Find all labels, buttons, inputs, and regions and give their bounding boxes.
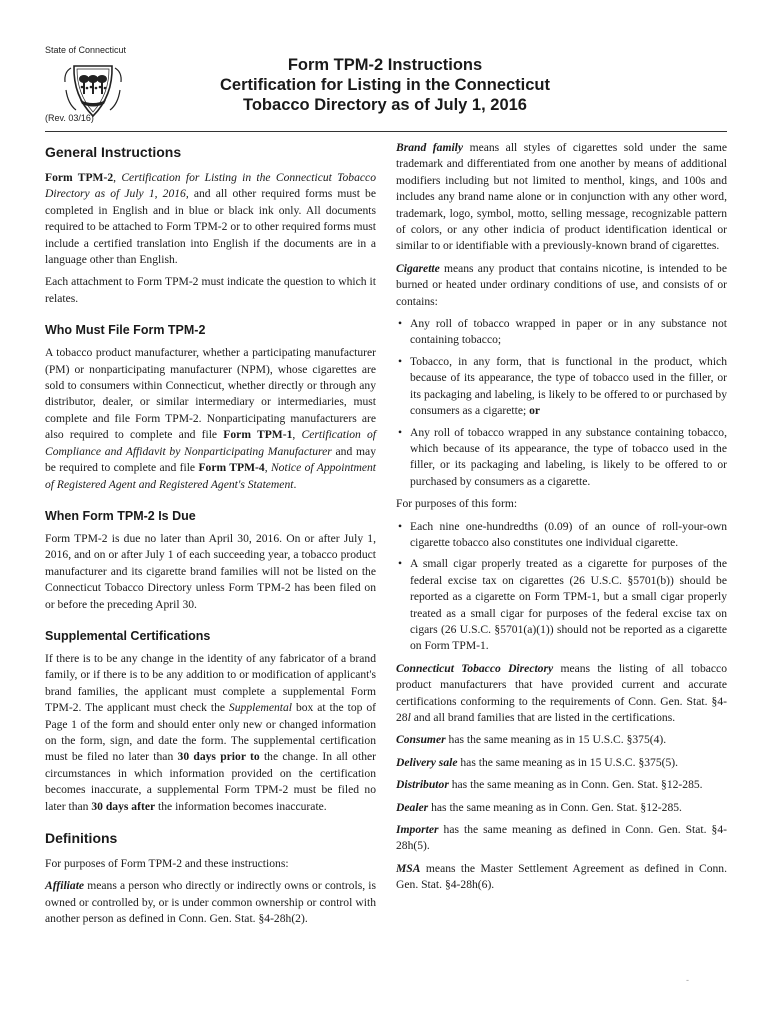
definition-delivery-sale: Delivery sale has the same meaning as in 15 U.S.C. §375(5). bbox=[396, 755, 679, 769]
list-item: • Any roll of tobacco wrapped in any substance containing tobacco, which because of its appearance, the type of tobacco used in the filler, or its packaging and labeling, is likely to be offered to or purchased by consumers as a cigarette. bbox=[396, 425, 727, 491]
definition-term: Distributor bbox=[396, 778, 449, 792]
definition-term: Delivery sale bbox=[396, 755, 458, 769]
page-title bbox=[190, 55, 580, 115]
list-item: • Each nine one-hundredths (0.09) of an ounce of roll-your-own cigarette tobacco also constitutes one individual cigarette. bbox=[396, 519, 727, 552]
definition-term: Importer bbox=[396, 823, 439, 837]
definition-cigarette: Cigarette means any product that contains nicotine, is intended to be burned or heated under ordinary conditions of use, and consists of or contains: bbox=[396, 261, 727, 308]
definition-consumer: Consumer has the same meaning as in 15 U.S.C. §375(4). bbox=[396, 733, 667, 747]
attachment-paragraph: Each attachment to Form TPM-2 must indicate the question to which it relates. bbox=[45, 275, 376, 305]
general-instructions-paragraph: Form TPM-2, Certification for Listing in the Connecticut Tobacco Directory as of July 1, 2016, and all other required forms must be completed in English and in blue or black ink only. All documents required to be attached to Form TPM-2 or to other required forms must include a certified translation into English if the documents are in a language other than English. bbox=[45, 171, 376, 267]
definition-dealer: Dealer has the same meaning as in Conn. Gen. Stat. §12-285. bbox=[396, 800, 682, 814]
title-line: Certification for Listing in the Connecticut bbox=[220, 76, 550, 94]
who-must-file-heading: Who Must File Form TPM-2 bbox=[45, 323, 206, 338]
list-item: • A small cigar properly treated as a cigarette for purposes of the federal excise tax on cigarettes (26 U.S.C. §5701(b)) should be reported as a cigarette on Form TPM-1, but a small cigar properly treated as a small cigar for purposes of the federal excise tax on cigars (26 U.S.C. §5701(a)(1)) should not be reported as a cigarette on Form TPM-1. bbox=[396, 556, 727, 654]
revision-label: (Rev. 03/16) bbox=[45, 113, 94, 123]
title-line: Tobacco Directory as of July 1, 2016 bbox=[243, 96, 527, 114]
definition-term: Affiliate bbox=[45, 879, 85, 893]
definition-term: Dealer bbox=[396, 800, 429, 814]
definitions-heading: Definitions bbox=[45, 830, 118, 846]
definition-term: Brand family bbox=[396, 141, 464, 154]
definition-distributor: Distributor has the same meaning as in Conn. Gen. Stat. §12-285. bbox=[396, 778, 703, 792]
state-label: State of Connecticut bbox=[45, 45, 127, 55]
when-due-heading: When Form TPM-2 Is Due bbox=[45, 508, 196, 523]
general-instructions-heading: General Instructions bbox=[45, 144, 182, 160]
definition-affiliate: Affiliate means a person who directly or indirectly owns or controls, is owned or controlled by, or is under common ownership or control with another person as defined in Conn. Gen. Stat. §4-28h(2). bbox=[45, 879, 376, 926]
footer-mark: - bbox=[686, 975, 689, 985]
supplemental-heading: Supplemental Certifications bbox=[45, 628, 211, 643]
definition-msa: MSA means the Master Settlement Agreement as defined in Conn. Gen. Stat. §4-28h(6). bbox=[396, 861, 727, 892]
purposes-intro: For purposes of this form: bbox=[396, 497, 518, 511]
definition-term: Connecticut Tobacco Directory bbox=[396, 661, 554, 675]
list-item: • Any roll of tobacco wrapped in paper or in any substance not containing tobacco; bbox=[396, 316, 727, 349]
form-title-ref: Certification for Listing in the Connecticut Tobacco Directory as of July 1, 2016, bbox=[45, 171, 376, 201]
left-column bbox=[45, 140, 376, 934]
right-column bbox=[396, 140, 727, 900]
who-must-file-paragraph: A tobacco product manufacturer, whether a participating manufacturer (PM) or nonparticipating manufacturer (NPM), whose cigarettes are sold to consumers within Connecticut, whether directly or through any distributor, dealer, or similar intermediary or intermediaries, must complete and file Form TPM-2. Nonparticipating manufacturers are also required to complete and file Form TPM-1, Certification of Compliance and Affidavit by Nonparticipating Manufacturer and may be required to complete and file Form TPM-4, Notice of Appointment of Registered Agent and Registered Agent's Statement. bbox=[45, 346, 377, 491]
definition-term: Cigarette bbox=[396, 261, 440, 275]
definition-term: Consumer bbox=[396, 733, 446, 747]
definition-importer: Importer has the same meaning as defined in Conn. Gen. Stat. §4-28h(5). bbox=[396, 823, 727, 853]
when-due-paragraph: Form TPM-2 is due no later than April 30, 2016. On or after July 1, 2016, and on or after July 1 of each succeeding year, a tobacco product manufacturer and its cigarette brand families will not be listed on the Connecticut Tobacco Directory unless Form TPM-2 has been filed on or before the preceding April 30. bbox=[45, 531, 376, 611]
cigarette-bullet-list bbox=[396, 316, 727, 490]
header-divider bbox=[45, 131, 727, 132]
supplemental-paragraph: If there is to be any change in the identity of any fabricator of a brand family, or if there is to be any addition to or modification of applicant's brand families, the applicant must complete a supplemental Form TPM-2. The applicant must check the Supplemental box at the top of Page 1 of the form and should enter only new or changed information on the form, sign, and date the form. The supplemental certification must be filed no later than 30 days prior to the change. In all other circumstances in which information provided on the certification becomes inaccurate, a supplemental Form TPM-2 must be filed no later than 30 days after the information becomes inaccurate. bbox=[45, 651, 376, 813]
definition-term: MSA bbox=[396, 861, 421, 875]
list-item: • Tobacco, in any form, that is functional in the product, which because of its appearance, the type of tobacco used in the filler, or its packaging and labeling, is likely to be offered to or purchased by consumers as a cigarette; or bbox=[396, 354, 727, 420]
form-ref: Form TPM-2 bbox=[45, 171, 114, 184]
definition-connecticut-tobacco-directory: Connecticut Tobacco Directory means the listing of all tobacco product manufacturers that have provided current and accurate certifications conforming to the requirements of Conn. Gen. Stat. §4-28l and all brand families that are listed in the certifications. bbox=[396, 661, 727, 724]
definition-brand-family: Brand family means all styles of cigarettes sold under the same trademark and differentiated from one another by means of additional modifiers including but not limited to menthol, kings, and 100s and includes any brand name alone or in conjunction with any other word, trademark, logo, symbol, motto, selling message, recognizable pattern of colors, or any other indicia of product identification identical or similar to or identifiable with a previously-known brand of cigarettes. bbox=[396, 141, 727, 253]
title-line: Form TPM-2 Instructions bbox=[287, 56, 483, 74]
definitions-intro: For purposes of Form TPM-2 and these instructions: bbox=[45, 857, 289, 870]
purposes-bullet-list bbox=[396, 519, 727, 655]
